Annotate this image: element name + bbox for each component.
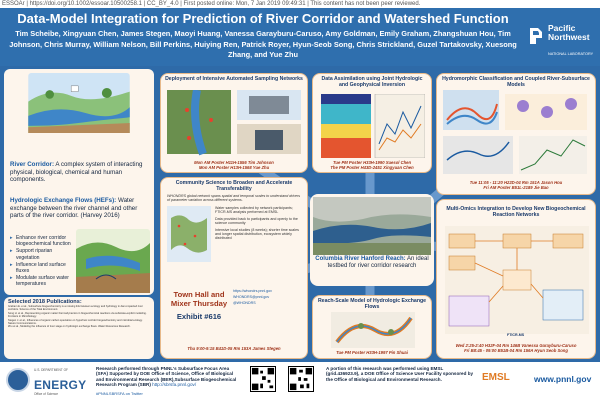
reaction-network-figure xyxy=(445,226,589,334)
preprint-banner: ESSOAr | https://doi.org/10.1002/essoar.10500258.1 | CC_BY_4.0 | First posted online: Mon, 7 Jan 2019 09:49:31 | This content has not been peer reviewed. xyxy=(0,0,600,8)
river-corridor-definition xyxy=(10,161,150,184)
poster-title: Data-Model Integration for Prediction of River Corridor and Watershed Function xyxy=(17,11,509,26)
list-item: Graham E. et al., Subsurface biogeochemistry is a missing link between ecology and hydrology in dam-impacted river corridors. Science of the Total Environment. xyxy=(8,305,143,312)
hub-text: An ideal testbed for river corridor research xyxy=(327,256,429,269)
funding-statement xyxy=(96,366,242,388)
hef-text: Water exchange between the river channel and other parts of the river corridor. (Harvey 2016) xyxy=(10,197,138,220)
list-item: Water samples collected by network participants; FTICR-MS analysis performed at EMSL xyxy=(215,206,293,215)
email-link[interactable]: WHONDRS@pnnl.gov xyxy=(233,295,270,300)
funding-text: Research performed through PNNL's Subsurface Focus Area (SFA) Supported by DOE Office of Science, Office of Biological and Environmental Research (BER),Subsurface Biogeochemical Research Program (SBR) xyxy=(96,366,237,388)
panel-hydromorphic xyxy=(436,73,596,195)
panel-title: Deployment of Intensive Automated Sampling Networks xyxy=(165,76,303,82)
twitter-handle[interactable]: @WHONDRS xyxy=(233,301,256,306)
left-column xyxy=(4,69,154,295)
hef-illustration xyxy=(76,229,150,293)
panel-title: Community Science to Broaden and Accelerate Transferability xyxy=(175,180,293,193)
poster-footer xyxy=(0,362,600,400)
panel-caption: Tue PM Poster H33H-1990 Xuesol Chen The PM Poster H43D-2451 Xingyuan Chen xyxy=(330,160,414,171)
hef-term: Hydrologic Exchange Flows (HEFs): xyxy=(10,197,117,204)
hanford-reach-photo xyxy=(313,197,431,255)
twitter-hashtag[interactable]: #PNNLSBRSFA on Twitter xyxy=(96,391,143,396)
hef-bullet-list xyxy=(10,235,74,289)
river-corridor-term: River Corridor: xyxy=(10,161,55,168)
list-item: ▸ Modulate surface water temperatures xyxy=(10,275,74,287)
panel-caption: Wed 2:25-2:40 H32F-04 Rm 146B Vanessa Garayburu-Caruso Fri B8:45 - 09:00 B51B-04 Rm 156A Hyun Seob Song xyxy=(455,343,577,354)
list-item: Stegen J. et al., Influences of organic carbon speciation on hyporheic corridor biogeochemistry and microbial ecology. Nature Communications. xyxy=(8,318,143,326)
pnnl-logo-text: Pacific Northwest xyxy=(548,23,590,42)
list-item: ▸ Enhance river corridor biogeochemical function xyxy=(10,235,74,247)
list-item: ▸ Influence land surface fluxes xyxy=(10,262,74,274)
community-intro: WHONDRS global network spans spatial and temporal scales to understand drivers of parameter variation across different systems. xyxy=(167,194,301,203)
publications-box xyxy=(4,297,154,359)
hydromorphic-figure xyxy=(443,90,591,176)
list-item: Zhu et al., Modeling the influence of river stage on hydrologic exchange flows. Water Resources Research. xyxy=(8,325,131,329)
publications-list xyxy=(8,305,150,329)
world-map-figure xyxy=(167,206,211,262)
list-item: ▸ Support riparian vegetation xyxy=(10,248,74,260)
website-link[interactable]: https://whondrs.pnnl.gov xyxy=(233,289,272,293)
river-corridor-text: A complex system of interacting physical, biological, chemical and human components. xyxy=(10,161,143,184)
pnnl-logo-subtext: NATIONAL LABORATORY xyxy=(548,52,594,56)
list-item: Song H. et al., Representing organic matter thermodynamics in biogeochemical reactions via substrate-explicit modeling. Frontiers in Microbiology. xyxy=(8,311,147,319)
panel-multiomics xyxy=(436,199,596,359)
panel-sampling-networks xyxy=(160,73,308,173)
pnnl-mark-icon xyxy=(528,26,544,46)
panel-caption: Tue 11:05 - 11:20 H22D-04 Rm 151A Jason Hou Fri AM Poster B51L-2189 Jie Bao xyxy=(469,180,563,191)
reach-model-figure xyxy=(331,312,415,348)
panel-caption: Thu 9:00-9:15 B41D-05 Rm 153A James Stegen xyxy=(187,346,281,351)
emsl-logo-text: EMSL xyxy=(482,372,510,383)
emsl-logo xyxy=(482,372,510,383)
doe-top-text: U.S. DEPARTMENT OF xyxy=(34,368,69,372)
poster-header xyxy=(0,8,600,66)
panel-title: Reach-Scale Model of Hydrologic Exchange Flows xyxy=(317,298,427,311)
qr-code-icon[interactable] xyxy=(250,366,276,392)
panel-reach-scale-model xyxy=(312,295,432,359)
exhibit-label: Exhibit #616 xyxy=(176,312,222,321)
qr-code-icon[interactable] xyxy=(288,366,314,392)
river-corridor-illustration xyxy=(8,73,150,133)
poster-body xyxy=(0,66,600,362)
panel-community-science xyxy=(160,177,308,359)
sampling-network-figure xyxy=(167,90,303,156)
sfa-link[interactable]: http://sbrsfa.pnnl.gov/ xyxy=(152,382,197,388)
hef-definition xyxy=(10,197,150,220)
panel-title: Hydromorphic Classification and Coupled River-Subsurface Models xyxy=(442,76,590,89)
town-hall-label: Town Hall and Mixer Thursday xyxy=(170,290,228,308)
emsl-statement: A portion of this research was performed using EMSL (grid.436923.9), a DOE Office of Science User Facility sponsored by the Office of Biological and Environmental Research. xyxy=(326,366,474,382)
hub-term: Columbia River Hanford Reach: xyxy=(315,256,406,262)
pnnl-website-link[interactable]: www.pnnl.gov xyxy=(534,374,592,384)
hub-description xyxy=(312,256,432,270)
doe-seal-icon xyxy=(6,368,30,392)
fticr-ms-node-label: FTICR-MS xyxy=(507,333,525,337)
panel-caption: Mon AM Poster H11H-1556 Tim Johnson Mon AM Poster H13H-1568 Yue Zhu xyxy=(194,160,274,171)
publications-title: Selected 2018 Publications: xyxy=(8,299,82,305)
list-item: Data provided back to participants and openly to the science community xyxy=(215,216,298,226)
community-bullet-list xyxy=(215,206,305,241)
panel-title: Multi-Omics Integration to Develop New Biogeochemical Reaction Networks xyxy=(446,206,586,219)
doe-logo xyxy=(6,366,87,396)
columbia-river-hub xyxy=(310,194,434,286)
list-item: Intensive local studies (8 weeks); shorter time scales and longer spatial distribution, ecosystem widely distributed xyxy=(215,227,299,241)
panel-caption: Tue PM Poster H33H-1997 Pin Shuai xyxy=(336,350,408,355)
author-list: Tim Scheibe, Xingyuan Chen, James Stegen, Maoyi Huang, Vanessa Garayburu-Caruso, Amy Goldman, Emily Graham, Zhangshuan Hou, Tim Johnson, Chris Murray, William Nelson, Bill Perkins, Huiying Ren, Patrick Royer, Hyun-Seob Song, Chris Strickland, Guzel Tartakovsky, Xuesong Zhang, and Yue Zhu xyxy=(9,29,517,59)
panel-data-assimilation xyxy=(312,73,432,173)
doe-office-text: Office of Science xyxy=(34,392,59,396)
doe-energy-text: ENERGY xyxy=(34,378,87,392)
pnnl-logo xyxy=(528,22,596,62)
community-links xyxy=(233,288,305,307)
panel-title: Data Assimilation using Joint Hydrologic and Geophysical Inversion xyxy=(321,76,423,89)
inversion-figure xyxy=(321,94,425,158)
